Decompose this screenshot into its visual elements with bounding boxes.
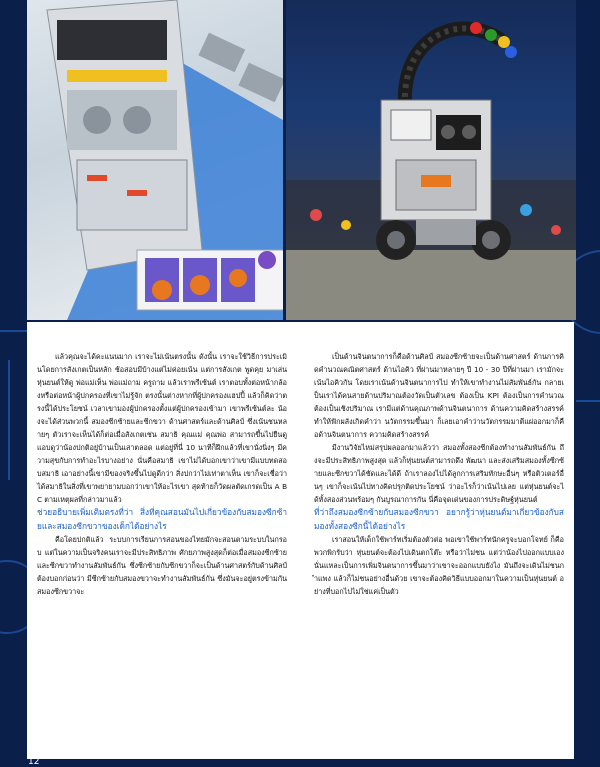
article-column-right: [314, 350, 564, 598]
question-highlight: ที่ว่าถึงสมองซีกซ้ายกับสมองซีกขวา อยากรู้ว่าหุ่นยนต์มาเกี่ยวข้องกับสมองทั้งสองซีกนี้ได้อย่างไร: [314, 507, 564, 531]
paragraph: มีงานวิจัยไหม่สรุปผลออกมาแล้วว่า สมองทั้งสองซีกต้องทำงานสัมพันธ์กัน ถึงจะมีประสิทธิภาพสูงสุด แล้วก็หุ่นยนต์สามารถดึง พัฒนา และส่งเสริมสมองทั้งซีกซ้ายและซีกขวาได้ชัดและได้ดี ถ้าเราลองไปได้ลูกการเสริมทักษะอื่นๆ หรือติวเตอร์อื่นๆ เขาก็จะเน้นไปทางคิดปรุกติดประโยชน์ ว่าอะไรก็ว่าเน้นไปเลย แต่หุ่นยนต์จะได้ทั้งสองส่วนพร้อมๆ กันบูรณาการกัน นี่คือจุดเด่นของการประดิษฐ์หุ่นยนต์: [314, 443, 564, 504]
robot-kit-illustration: [27, 0, 283, 320]
robot-kit-photo: [27, 0, 283, 320]
paragraph: เราสอนให้เด็กใช้พาร์ทเริ่มต้องตัวต่อ พอเขาใช้พาร์ทนักครูจะบอกโจทย์ ก็คือพวกพิกรับว่า หุ่นยนต์จะต้องไปเดินตกโต๊ะ หรือว่าไม่ชน แต่ว่าน้องไปออกแบบเอง นั่นแหละเป็นการเพิ่มจินตนาการขึ้นมาว่าเขาจะออกแบบยังไง มันถึงจะเดินไม่ชนกำแพง แล้วก็ไม่ชนอย่างอื่นด้วย เขาจะต้องคิดวิธีแบบออกมาในความเป็นหุ่นยนต์ อย่างที่บอกไปไม่ใช่แค่เป็นตัว: [314, 535, 564, 596]
robot-illustration: [286, 0, 576, 320]
article-text-panel: [27, 322, 574, 759]
paragraph: คือโดยปกติแล้ว ระบบการเรียนการสอนของไทยมักจะสอนตามระบบในกรอบ แต่ในความเป็นจริงคนเราจะมีประสิทธิภาพ ศักยภาพสูงสุดก็ต่อเมื่อสมองซีกซ้ายและซีกขวาทำงานสัมพันธ์กัน ซึ่งซีกซ้ายกับซีกขวาก็จะเป็นด้านศาสตร์กับด้านศิลป์ ต้องบอกก่อนว่า มีซีกซ้ายกับสมองขวาจะทำงานสัมพันธ์กัน ซึ่งมันจะอยู่ตรงข้ามกัน สมองซีกขวาจะ: [37, 535, 287, 596]
background-glow-line: [0, 330, 27, 332]
background-glow-line: [8, 360, 10, 480]
question-highlight: ช่วยอธิบายเพิ่มเติมตรงที่ว่า สิ่งที่คุณสอนมันไปเกี่ยวข้องกับสมองซีกซ้ายและสมองซีกขวาของเด็กได้อย่างไร: [37, 507, 287, 531]
page-number: 12: [28, 757, 40, 767]
background-glow-line: [576, 400, 600, 402]
paragraph: แล้วคุณจะได้คะแนนมาก เราจะไม่เน้นตรงนั้น ดังนั้น เราจะใช้วิธีการประเมินโดยการสังเกตเป็นหลัก ช้อสอบมีบ้างแต่ไม่ค่อยเน้น แต่การสังเกต พูดคุย มาเล่นหุ่นยนต์ให้ดู พ่อแม่เห็น พ่อแม่ถาม ครูถาม แล้วเราพรีเซ้นต์ เราตอบทั้งต่อหน้ากล้องหรือต่อหน้าผู้ปกครองที่เขาไม่รู้จัก ตรงนั้นต่างหากที่ผู้ปกครองแฮปปี้ แล้วก็คิดว่าตรงนี้ได้ประโยชน์ เวลาเขามองผู้ปกครองตั้งแต่ผู้ปกครองเข้ามา เขาพรีเซ้นต์ละ น้องจะได้ส่วนพวกนี้ สมองซีกซ้ายและซีกขวา ด้านศาสตร์และด้านศิลป์ ซึ่งเน้นชนหลายๆ ตัวเราจะเห็นได้ก็ต่อเมื่อสังเกตเช่น สมาธิ คุณแม่ คุณพ่อ สามารถขึ้นไปยืนดู แอบดูว่าน้องปกติอยู่บ้านเป็นเสาตลอด แต่อยู่ที่นี่ 10 นาทีก็ฝึกแล้วที่เขานั่งนิ่งๆ มีความสุขกับการทำอะไรบางอย่าง นั่นคือสมาธิ เขาไม่ได้บอกเขาว่าเขามีแบบทดสอบสมาธิ เอาอย่างนี้เขามีของจริงขึ้นไปดูดีกว่า สิ่งปกว่าไม่เท่าตาเห็น เขาก็จะเชื่อว่าได้สมาธิในสิ่งที่เขาพยายามบอกว่าเขาให้อะไรเขา สุดท้ายก็วัดผลตัดเกรดเป็น A B C ตามเหตุผลที่กล่าวมาแล้ว: [37, 352, 287, 504]
paragraph: เป็นด้านจินตนาการก็คือด้านศิลป์ สมองซีกซ้ายจะเป็นด้านศาสตร์ ด้านการคิดคำนวณคณิตศาสตร์ ด้านไอคิว ที่ผ่านมาหลายๆ ปี 10 - 30 ปีที่ผ่านมา เรามักจะเน้นไอคิวกัน โดยเราเน้นด้านจินตนาการไป ทำให้เขาทำงานไม่สัมพันธ์กัน กลายเป็นเราได้คนสายด้านปริมาณต้องวัดเป็นตัวเลข ต้องเป็น KPI ต้องเป็นการคำนวณ ต้องเป็นเชิงปริมาณ เรามีแต่ด้านคุณภาพด้านจินตนาการ ด้านความคิดสร้างสรรค์ ทำให้ฟักผลังเกิดคำว่า นวัตกรรมขึ้นมา ก็เลยเอาคำว่านวัตกรรมมาตีแผ่ออกมาก็คือด้านจินตนาการ ความคิดสร้างสรรค์: [314, 352, 564, 439]
article-column-left: [37, 350, 287, 598]
robot-photo: [286, 0, 576, 320]
